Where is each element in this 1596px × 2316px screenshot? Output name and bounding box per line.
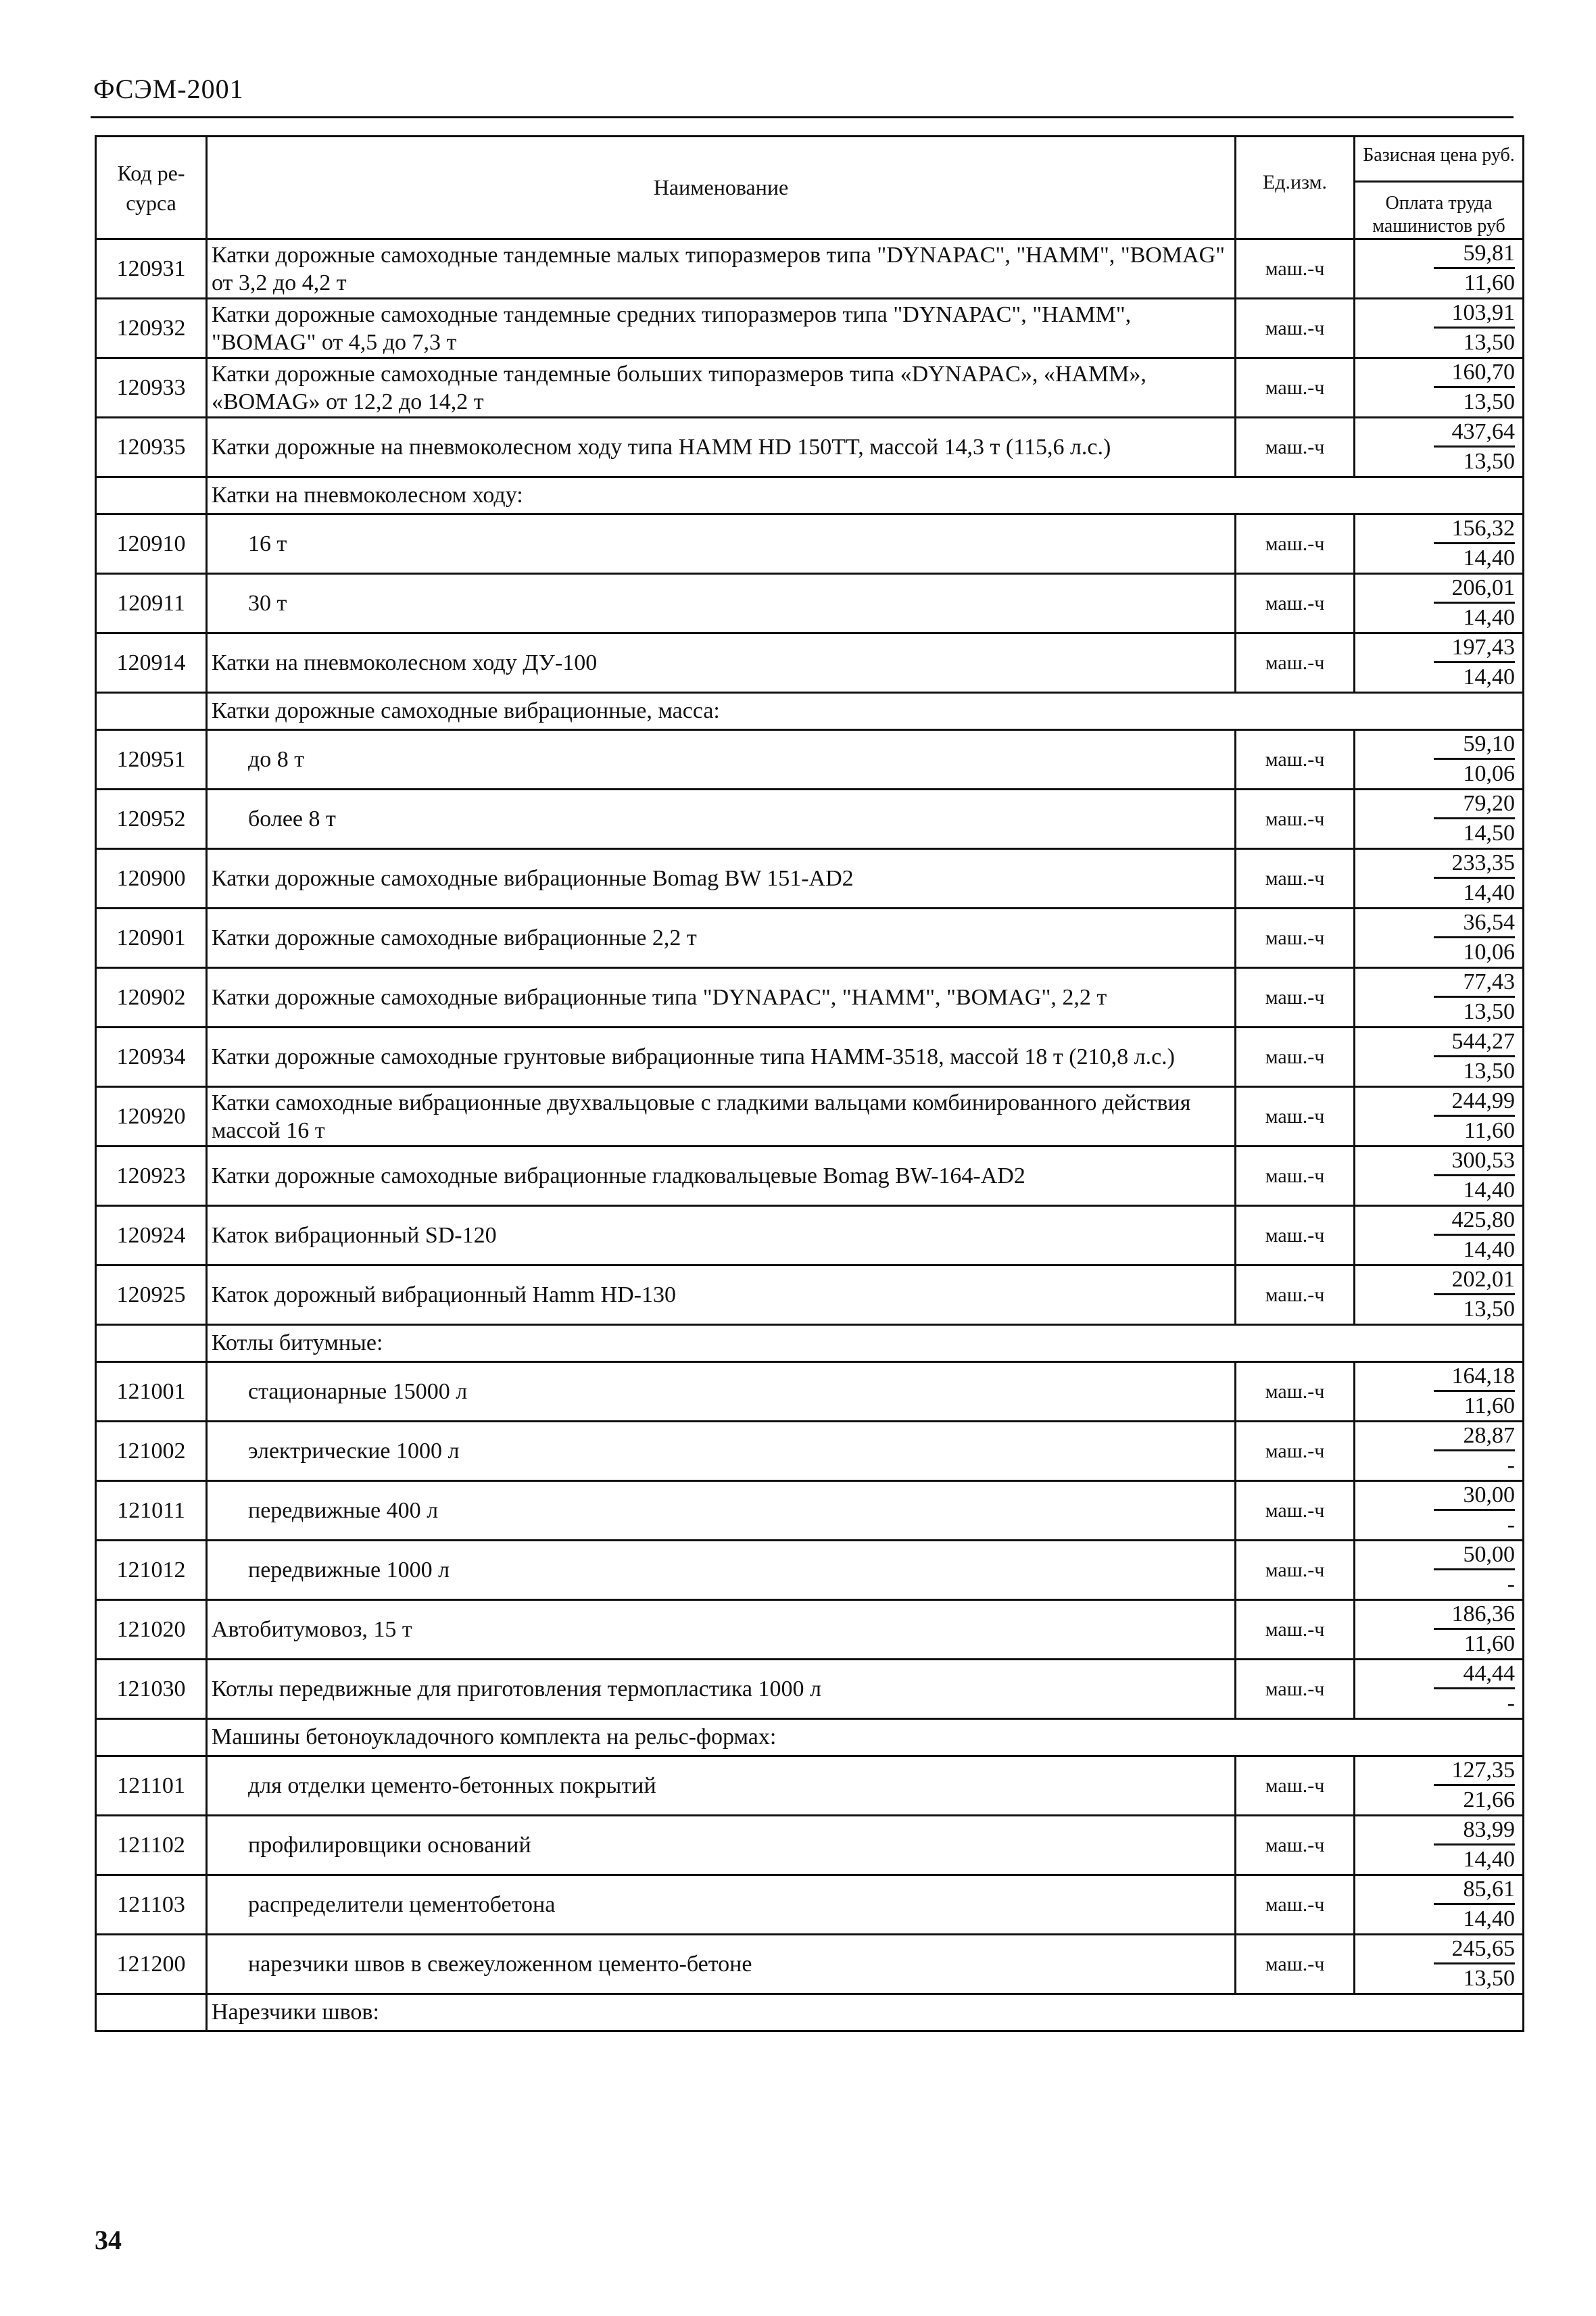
resource-code: 121012 — [96, 1541, 207, 1600]
base-price: 77,43 — [1434, 969, 1515, 998]
table-row — [96, 909, 1524, 968]
resource-name: до 8 т — [207, 730, 1236, 790]
base-price: 425,80 — [1434, 1207, 1515, 1236]
unit-of-measure: маш.-ч — [1236, 1265, 1355, 1325]
table-row — [96, 1875, 1524, 1935]
group-heading-row — [96, 693, 1524, 730]
resource-code: 121101 — [96, 1756, 207, 1816]
table-row — [96, 574, 1524, 633]
base-price: 164,18 — [1434, 1363, 1515, 1392]
base-price: 186,36 — [1434, 1601, 1515, 1630]
group-heading-row — [96, 477, 1524, 514]
base-price: 544,27 — [1434, 1028, 1515, 1057]
resource-name: Катки на пневмоколесном ходу ДУ-100 — [207, 633, 1236, 693]
price-cell — [1355, 968, 1524, 1028]
resource-name: электрические 1000 л — [207, 1422, 1236, 1481]
header-rule — [91, 116, 1514, 118]
base-price: 85,61 — [1434, 1876, 1515, 1905]
group-code-cell — [96, 693, 207, 730]
base-price: 300,53 — [1434, 1147, 1515, 1176]
price-cell — [1355, 1265, 1524, 1325]
price-cell — [1355, 1816, 1524, 1875]
price-cell — [1355, 1028, 1524, 1087]
operator-wage: - — [1507, 1453, 1515, 1478]
table-row — [96, 1362, 1524, 1422]
header-price — [1355, 137, 1524, 239]
unit-of-measure: маш.-ч — [1236, 239, 1355, 299]
unit-of-measure: маш.-ч — [1236, 299, 1355, 358]
group-heading: Котлы битумные: — [207, 1325, 1524, 1362]
unit-of-measure: маш.-ч — [1236, 418, 1355, 477]
resource-code: 121001 — [96, 1362, 207, 1422]
unit-of-measure: маш.-ч — [1236, 1481, 1355, 1541]
resource-code: 121030 — [96, 1660, 207, 1719]
unit-of-measure: маш.-ч — [1236, 1206, 1355, 1265]
resource-code: 121002 — [96, 1422, 207, 1481]
operator-wage: 14,40 — [1463, 1906, 1515, 1931]
base-price: 59,10 — [1434, 731, 1515, 760]
resource-code: 120924 — [96, 1206, 207, 1265]
operator-wage: 11,60 — [1464, 1393, 1515, 1418]
resource-code: 120931 — [96, 239, 207, 299]
base-price: 233,35 — [1434, 850, 1515, 879]
table-row — [96, 1206, 1524, 1265]
resource-price-table — [95, 135, 1524, 2032]
group-heading-row — [96, 1325, 1524, 1362]
price-cell — [1355, 1362, 1524, 1422]
resource-name: нарезчики швов в свежеуложенном цементо-бетоне — [207, 1935, 1236, 1994]
resource-code: 121020 — [96, 1600, 207, 1660]
price-cell — [1355, 1147, 1524, 1206]
operator-wage: - — [1507, 1691, 1515, 1716]
resource-code: 120910 — [96, 514, 207, 574]
resource-name: Каток вибрационный SD-120 — [207, 1206, 1236, 1265]
price-cell — [1355, 418, 1524, 477]
group-heading: Катки на пневмоколесном ходу: — [207, 477, 1524, 514]
resource-name: Катки дорожные самоходные тандемные больших типоразмеров типа «DYNAPAC», «HAMM», «BOMAG» от 12,2 до 14,2 т — [207, 358, 1236, 418]
resource-name: Катки самоходные вибрационные двухвальцовые с гладкими вальцами комбинированного действия массой 16 т — [207, 1087, 1236, 1147]
resource-name: Катки дорожные самоходные вибрационные Bomag BW 151-AD2 — [207, 849, 1236, 909]
price-cell — [1355, 790, 1524, 849]
header-price-labor: Оплата труда машинистов руб — [1372, 193, 1505, 237]
resource-name: Автобитумовоз, 15 т — [207, 1600, 1236, 1660]
unit-of-measure: маш.-ч — [1236, 1875, 1355, 1935]
price-cell — [1355, 1541, 1524, 1600]
price-cell — [1355, 574, 1524, 633]
operator-wage: 14,40 — [1463, 605, 1515, 630]
base-price: 59,81 — [1434, 240, 1515, 269]
resource-code: 120914 — [96, 633, 207, 693]
header-name: Наименование — [207, 137, 1236, 239]
unit-of-measure: маш.-ч — [1236, 1422, 1355, 1481]
operator-wage: 10,06 — [1463, 940, 1515, 965]
operator-wage: - — [1507, 1512, 1515, 1537]
group-heading: Нарезчики швов: — [207, 1994, 1524, 2031]
table-row — [96, 239, 1524, 299]
unit-of-measure: маш.-ч — [1236, 730, 1355, 790]
base-price: 28,87 — [1434, 1422, 1515, 1451]
unit-of-measure: маш.-ч — [1236, 1935, 1355, 1994]
base-price: 197,43 — [1434, 634, 1515, 663]
unit-of-measure: маш.-ч — [1236, 1028, 1355, 1087]
unit-of-measure: маш.-ч — [1236, 790, 1355, 849]
operator-wage: 11,60 — [1464, 270, 1515, 295]
operator-wage: 14,40 — [1463, 1847, 1515, 1872]
operator-wage: 11,60 — [1464, 1118, 1515, 1143]
table-row — [96, 1265, 1524, 1325]
unit-of-measure: маш.-ч — [1236, 849, 1355, 909]
table-header-row — [96, 137, 1524, 239]
resource-code: 121011 — [96, 1481, 207, 1541]
table-row — [96, 849, 1524, 909]
base-price: 83,99 — [1434, 1816, 1515, 1845]
table-row — [96, 1660, 1524, 1719]
resource-name: 30 т — [207, 574, 1236, 633]
table-row — [96, 790, 1524, 849]
operator-wage: 10,06 — [1463, 761, 1515, 786]
resource-code: 120923 — [96, 1147, 207, 1206]
unit-of-measure: маш.-ч — [1236, 1087, 1355, 1147]
operator-wage: 11,60 — [1464, 1631, 1515, 1656]
operator-wage: 14,40 — [1463, 665, 1515, 690]
header-price-base: Базисная цена руб. — [1355, 137, 1522, 183]
table-row — [96, 1935, 1524, 1994]
resource-name: для отделки цементо-бетонных покрытий — [207, 1756, 1236, 1816]
operator-wage: 14,40 — [1463, 546, 1515, 571]
operator-wage: 13,50 — [1463, 389, 1515, 414]
operator-wage: 13,50 — [1463, 1297, 1515, 1322]
unit-of-measure: маш.-ч — [1236, 1147, 1355, 1206]
table-row — [96, 299, 1524, 358]
operator-wage: 13,50 — [1463, 1966, 1515, 1991]
resource-name: Катки дорожные самоходные вибрационные 2,2 т — [207, 909, 1236, 968]
table-row — [96, 1087, 1524, 1147]
resource-name: распределители цементобетона — [207, 1875, 1236, 1935]
header-unit: Ед.изм. — [1236, 137, 1355, 239]
base-price: 160,70 — [1434, 359, 1515, 388]
table-row — [96, 1422, 1524, 1481]
unit-of-measure: маш.-ч — [1236, 514, 1355, 574]
price-cell — [1355, 239, 1524, 299]
unit-of-measure: маш.-ч — [1236, 633, 1355, 693]
price-cell — [1355, 1206, 1524, 1265]
table-row — [96, 968, 1524, 1028]
group-heading-row — [96, 1719, 1524, 1756]
operator-wage: 13,50 — [1463, 1059, 1515, 1084]
base-price: 156,32 — [1434, 515, 1515, 544]
table-row — [96, 514, 1524, 574]
base-price: 103,91 — [1434, 299, 1515, 329]
table-row — [96, 1600, 1524, 1660]
table-row — [96, 1756, 1524, 1816]
resource-code: 120901 — [96, 909, 207, 968]
header-code: Код ре-сурса — [96, 137, 207, 239]
resource-name: 16 т — [207, 514, 1236, 574]
base-price: 202,01 — [1434, 1266, 1515, 1295]
resource-code: 120920 — [96, 1087, 207, 1147]
base-price: 36,54 — [1434, 909, 1515, 938]
resource-code: 120934 — [96, 1028, 207, 1087]
resource-name: стационарные 15000 л — [207, 1362, 1236, 1422]
operator-wage: 14,40 — [1463, 880, 1515, 905]
price-cell — [1355, 730, 1524, 790]
group-code-cell — [96, 1719, 207, 1756]
table-row — [96, 1028, 1524, 1087]
unit-of-measure: маш.-ч — [1236, 1541, 1355, 1600]
operator-wage: - — [1507, 1572, 1515, 1597]
operator-wage: 21,66 — [1463, 1787, 1515, 1812]
resource-code: 120933 — [96, 358, 207, 418]
resource-code: 120925 — [96, 1265, 207, 1325]
group-heading: Машины бетоноукладочного комплекта на рельс-формах: — [207, 1719, 1524, 1756]
resource-code: 120951 — [96, 730, 207, 790]
unit-of-measure: маш.-ч — [1236, 574, 1355, 633]
base-price: 79,20 — [1434, 790, 1515, 819]
price-cell — [1355, 1935, 1524, 1994]
unit-of-measure: маш.-ч — [1236, 1660, 1355, 1719]
base-price: 206,01 — [1434, 575, 1515, 604]
resource-name: Катки дорожные самоходные вибрационные типа "DYNAPAC", "HAMM", "BOMAG", 2,2 т — [207, 968, 1236, 1028]
operator-wage: 14,50 — [1463, 821, 1515, 846]
group-code-cell — [96, 1994, 207, 2031]
unit-of-measure: маш.-ч — [1236, 909, 1355, 968]
base-price: 44,44 — [1434, 1660, 1515, 1689]
page-header-title: ФСЭМ-2001 — [93, 74, 244, 104]
resource-name: Катки дорожные самоходные вибрационные гладковальцевые Bomag BW-164-AD2 — [207, 1147, 1236, 1206]
resource-name: передвижные 400 л — [207, 1481, 1236, 1541]
price-cell — [1355, 299, 1524, 358]
table-row — [96, 730, 1524, 790]
resource-code: 120911 — [96, 574, 207, 633]
unit-of-measure: маш.-ч — [1236, 1756, 1355, 1816]
group-code-cell — [96, 477, 207, 514]
resource-name: Котлы передвижные для приготовления термопластика 1000 л — [207, 1660, 1236, 1719]
resource-name: более 8 т — [207, 790, 1236, 849]
table-row — [96, 1541, 1524, 1600]
table-row — [96, 1147, 1524, 1206]
resource-code: 120935 — [96, 418, 207, 477]
resource-name: Катки дорожные самоходные грунтовые вибрационные типа HAMM-3518, массой 18 т (210,8 л.с.) — [207, 1028, 1236, 1087]
table-body — [96, 239, 1524, 2031]
operator-wage: 13,50 — [1463, 999, 1515, 1024]
group-heading-row — [96, 1994, 1524, 2031]
price-cell — [1355, 1756, 1524, 1816]
base-price: 127,35 — [1434, 1757, 1515, 1786]
resource-code: 120902 — [96, 968, 207, 1028]
resource-name: Катки дорожные самоходные тандемные малых типоразмеров типа "DYNAPAC", "HAMM", "BOMAG" от 3,2 до 4,2 т — [207, 239, 1236, 299]
unit-of-measure: маш.-ч — [1236, 968, 1355, 1028]
resource-code: 121103 — [96, 1875, 207, 1935]
operator-wage: 13,50 — [1463, 449, 1515, 474]
unit-of-measure: маш.-ч — [1236, 1816, 1355, 1875]
resource-code: 121200 — [96, 1935, 207, 1994]
table-row — [96, 358, 1524, 418]
resource-name: профилировщики оснований — [207, 1816, 1236, 1875]
group-code-cell — [96, 1325, 207, 1362]
resource-name: Катки дорожные на пневмоколесном ходу типа HAMM HD 150TT, массой 14,3 т (115,6 л.с.) — [207, 418, 1236, 477]
price-cell — [1355, 909, 1524, 968]
base-price: 50,00 — [1434, 1541, 1515, 1570]
price-cell — [1355, 1481, 1524, 1541]
price-cell — [1355, 1600, 1524, 1660]
price-cell — [1355, 358, 1524, 418]
operator-wage: 14,40 — [1463, 1178, 1515, 1203]
price-cell — [1355, 1422, 1524, 1481]
base-price: 244,99 — [1434, 1088, 1515, 1117]
resource-code: 121102 — [96, 1816, 207, 1875]
unit-of-measure: маш.-ч — [1236, 1362, 1355, 1422]
base-price: 30,00 — [1434, 1482, 1515, 1511]
resource-name: Катки дорожные самоходные тандемные средних типоразмеров типа "DYNAPAC", "HAMM", "BOMAG" от 4,5 до 7,3 т — [207, 299, 1236, 358]
resource-code: 120952 — [96, 790, 207, 849]
table-row — [96, 1481, 1524, 1541]
base-price: 437,64 — [1434, 418, 1515, 448]
operator-wage: 13,50 — [1463, 330, 1515, 355]
price-cell — [1355, 1087, 1524, 1147]
table-row — [96, 1816, 1524, 1875]
resource-name: Каток дорожный вибрационный Hamm HD-130 — [207, 1265, 1236, 1325]
resource-code: 120932 — [96, 299, 207, 358]
price-cell — [1355, 1875, 1524, 1935]
unit-of-measure: маш.-ч — [1236, 1600, 1355, 1660]
unit-of-measure: маш.-ч — [1236, 358, 1355, 418]
table-row — [96, 633, 1524, 693]
base-price: 245,65 — [1434, 1935, 1515, 1964]
price-cell — [1355, 849, 1524, 909]
price-cell — [1355, 514, 1524, 574]
page-number: 34 — [95, 2225, 122, 2255]
table-row — [96, 418, 1524, 477]
price-cell — [1355, 1660, 1524, 1719]
resource-name: передвижные 1000 л — [207, 1541, 1236, 1600]
group-heading: Катки дорожные самоходные вибрационные, масса: — [207, 693, 1524, 730]
price-cell — [1355, 633, 1524, 693]
resource-code: 120900 — [96, 849, 207, 909]
operator-wage: 14,40 — [1463, 1237, 1515, 1262]
